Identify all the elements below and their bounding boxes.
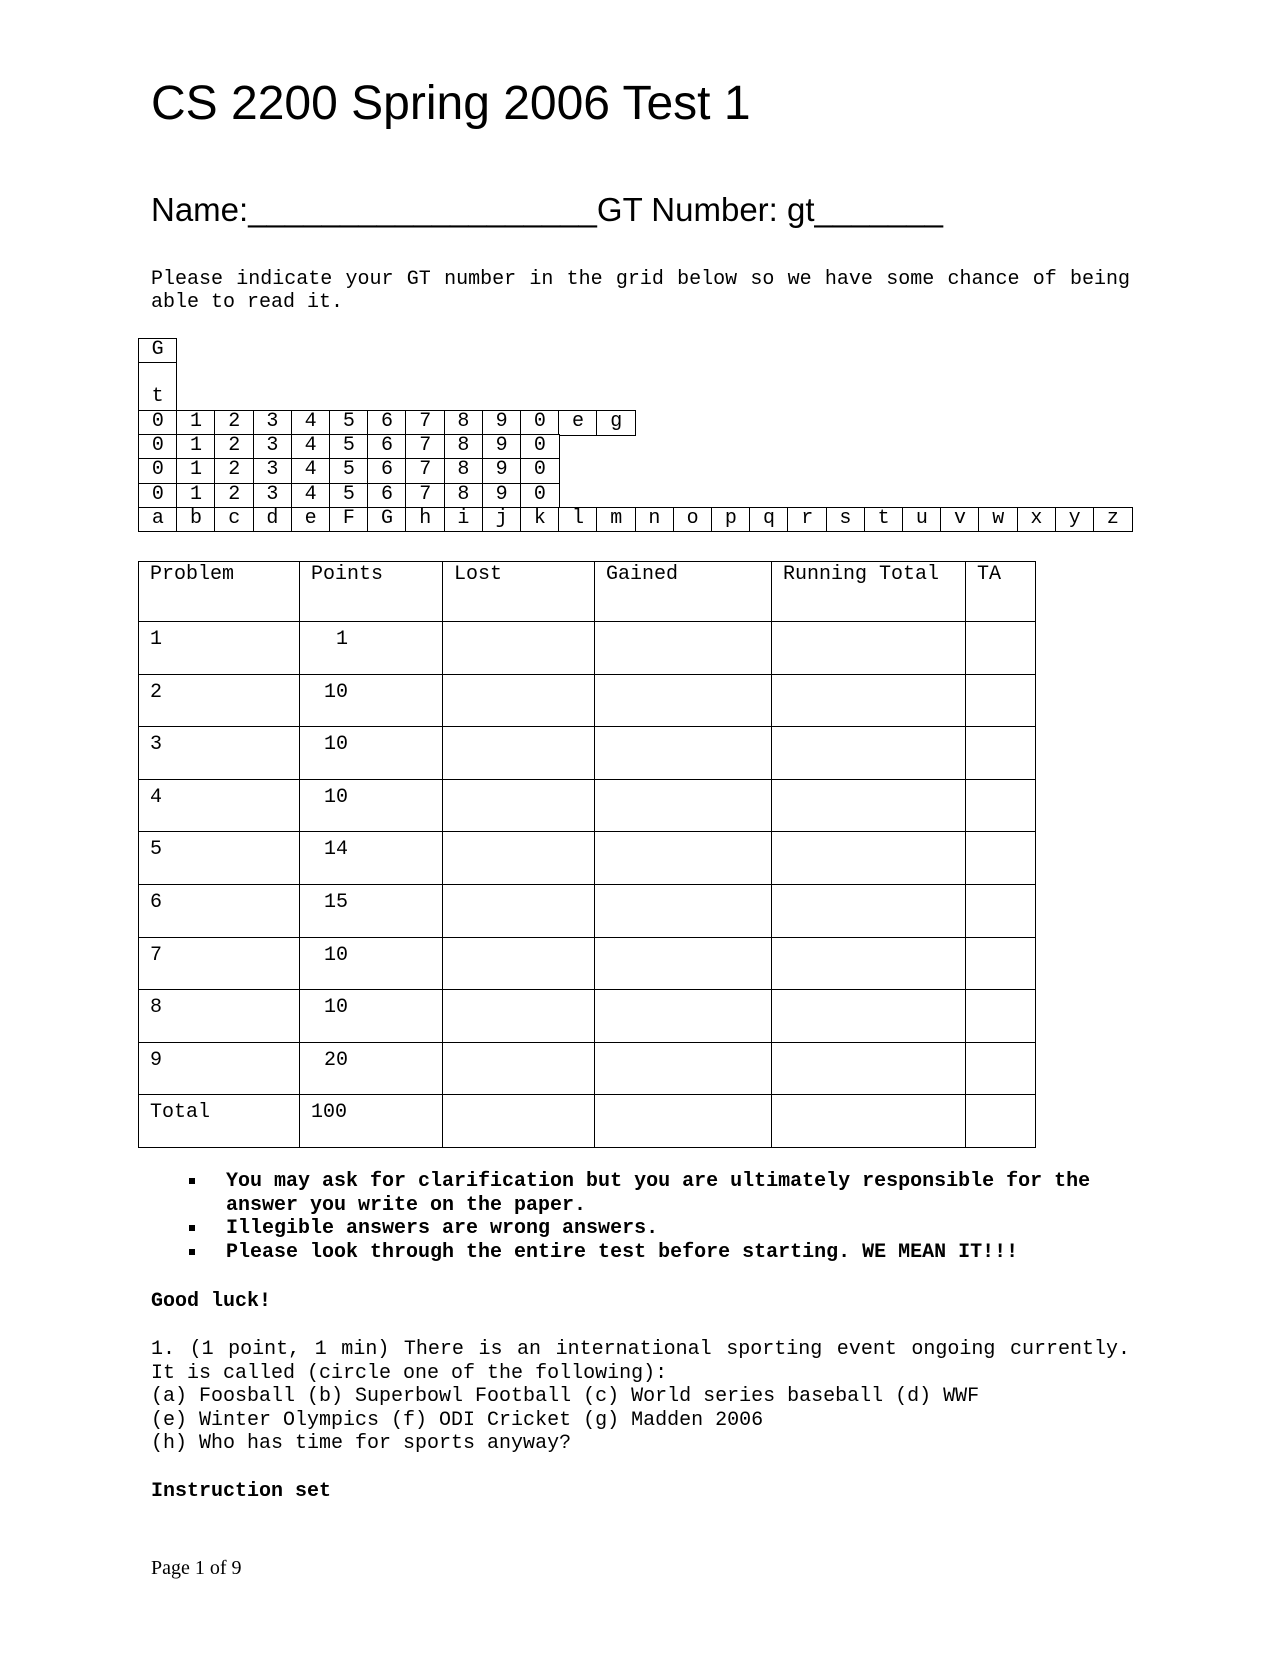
ta-cell bbox=[966, 674, 1036, 727]
ta-cell bbox=[966, 622, 1036, 675]
gained-cell bbox=[595, 1042, 772, 1095]
grid-cell: 6 bbox=[367, 434, 407, 460]
rule-item bbox=[151, 1241, 1130, 1265]
score-row bbox=[139, 832, 1036, 885]
grid-cell: x bbox=[1017, 507, 1057, 533]
grid-cell: 6 bbox=[367, 458, 407, 484]
ta-cell bbox=[966, 779, 1036, 832]
running-total-cell bbox=[772, 779, 966, 832]
grid-cell: G bbox=[367, 507, 407, 533]
grid-cell: d bbox=[253, 507, 293, 533]
grid-cell: z bbox=[1093, 507, 1133, 533]
grid-cell: 1 bbox=[176, 410, 216, 436]
grid-cell: 2 bbox=[214, 483, 254, 509]
points-cell: 100 bbox=[300, 1095, 443, 1148]
lost-cell bbox=[443, 990, 595, 1043]
grid-cell: 0 bbox=[520, 483, 560, 509]
grid-cell: o bbox=[673, 507, 713, 533]
points-cell: 1 bbox=[300, 622, 443, 675]
rule-text: You may ask for clarification but you are ultimately responsible for the answer you write on the paper. bbox=[226, 1170, 1091, 1217]
grid-cell: w bbox=[978, 507, 1018, 533]
grid-cell: 4 bbox=[291, 410, 331, 436]
grid-cell: 3 bbox=[253, 483, 293, 509]
gained-cell bbox=[595, 990, 772, 1043]
gained-cell bbox=[595, 832, 772, 885]
points-cell: 20 bbox=[300, 1042, 443, 1095]
grid-cell: 8 bbox=[444, 434, 484, 460]
header-running-total: Running Total bbox=[772, 562, 966, 622]
problem-cell: 2 bbox=[139, 674, 300, 727]
bullet-icon bbox=[189, 1249, 195, 1255]
grid-cell: 7 bbox=[405, 434, 445, 460]
ta-cell bbox=[966, 832, 1036, 885]
grid-cell: 2 bbox=[214, 458, 254, 484]
score-row bbox=[139, 1095, 1036, 1148]
points-cell: 10 bbox=[300, 937, 443, 990]
grid-cell: 0 bbox=[138, 458, 178, 484]
lost-cell bbox=[443, 1095, 595, 1148]
grid-cell: 3 bbox=[253, 434, 293, 460]
gained-cell bbox=[595, 779, 772, 832]
rule-text: Illegible answers are wrong answers. bbox=[226, 1217, 659, 1240]
gained-cell bbox=[595, 622, 772, 675]
grid-cell: a bbox=[138, 507, 178, 533]
gained-cell bbox=[595, 937, 772, 990]
grid-cell: n bbox=[635, 507, 675, 533]
score-row bbox=[139, 727, 1036, 780]
header-gained: Gained bbox=[595, 562, 772, 622]
grid-cell: 0 bbox=[138, 410, 178, 436]
problem-cell: 6 bbox=[139, 884, 300, 937]
lost-cell bbox=[443, 832, 595, 885]
running-total-cell bbox=[772, 1095, 966, 1148]
problem-cell: 5 bbox=[139, 832, 300, 885]
running-total-cell bbox=[772, 1042, 966, 1095]
grid-cell: c bbox=[214, 507, 254, 533]
grid-cell: 7 bbox=[405, 410, 445, 436]
running-total-cell bbox=[772, 884, 966, 937]
grid-cell: 2 bbox=[214, 434, 254, 460]
points-cell: 10 bbox=[300, 779, 443, 832]
question-1-text: 1. (1 point, 1 min) There is an international sporting event ongoing currently. It is called (circle one of the following): bbox=[151, 1338, 1130, 1385]
ta-cell bbox=[966, 937, 1036, 990]
grid-cell: y bbox=[1055, 507, 1095, 533]
grid-cell: 6 bbox=[367, 410, 407, 436]
grid-cell: 5 bbox=[329, 410, 369, 436]
name-gt-number-line: Name:___________________GT Number: gt_______ bbox=[151, 191, 943, 228]
header-lost: Lost bbox=[443, 562, 595, 622]
rule-item bbox=[151, 1217, 1130, 1241]
grid-cell: 4 bbox=[291, 434, 331, 460]
running-total-cell bbox=[772, 674, 966, 727]
bullet-icon bbox=[189, 1225, 195, 1231]
grid-cell: 1 bbox=[176, 483, 216, 509]
score-row bbox=[139, 990, 1036, 1043]
lost-cell bbox=[443, 1042, 595, 1095]
rule-item bbox=[151, 1170, 1130, 1217]
intro-paragraph: Please indicate your GT number in the grid below so we have some chance of being able to read it. bbox=[151, 268, 1130, 314]
problem-cell: 4 bbox=[139, 779, 300, 832]
score-row bbox=[139, 779, 1036, 832]
section-heading: Instruction set bbox=[151, 1480, 332, 1503]
lost-cell bbox=[443, 884, 595, 937]
grid-header-t: t bbox=[138, 362, 177, 411]
page-footer: Page 1 of 9 bbox=[151, 1557, 242, 1579]
grid-cell: b bbox=[176, 507, 216, 533]
grid-cell: 1 bbox=[176, 458, 216, 484]
grid-cell: 8 bbox=[444, 458, 484, 484]
question-1-options-line-2: (e) Winter Olympics (f) ODI Cricket (g) Madden 2006 bbox=[151, 1408, 764, 1432]
grid-cell: e bbox=[558, 410, 598, 436]
lost-cell bbox=[443, 622, 595, 675]
lost-cell bbox=[443, 727, 595, 780]
grid-cell: 7 bbox=[405, 458, 445, 484]
lost-cell bbox=[443, 674, 595, 727]
running-total-cell bbox=[772, 622, 966, 675]
running-total-cell bbox=[772, 937, 966, 990]
problem-cell: Total bbox=[139, 1095, 300, 1148]
grid-cell: 9 bbox=[482, 483, 522, 509]
grid-cell: 5 bbox=[329, 458, 369, 484]
grid-cell: e bbox=[291, 507, 331, 533]
grid-cell: i bbox=[444, 507, 484, 533]
header-points: Points bbox=[300, 562, 443, 622]
lost-cell bbox=[443, 779, 595, 832]
running-total-cell bbox=[772, 990, 966, 1043]
problem-cell: 3 bbox=[139, 727, 300, 780]
grid-cell: v bbox=[940, 507, 980, 533]
gained-cell bbox=[595, 727, 772, 780]
grid-cell: 3 bbox=[253, 458, 293, 484]
grid-cell: k bbox=[520, 507, 560, 533]
ta-cell bbox=[966, 1095, 1036, 1148]
running-total-cell bbox=[772, 832, 966, 885]
grid-cell: 0 bbox=[138, 483, 178, 509]
grid-cell: F bbox=[329, 507, 369, 533]
grid-cell: h bbox=[405, 507, 445, 533]
grid-cell: 7 bbox=[405, 483, 445, 509]
grid-cell: 9 bbox=[482, 434, 522, 460]
page-title: CS 2200 Spring 2006 Test 1 bbox=[151, 77, 751, 130]
grid-cell: 8 bbox=[444, 483, 484, 509]
grid-cell: 4 bbox=[291, 483, 331, 509]
grid-cell: 3 bbox=[253, 410, 293, 436]
grid-cell: s bbox=[826, 507, 866, 533]
grid-cell: q bbox=[749, 507, 789, 533]
problem-cell: 7 bbox=[139, 937, 300, 990]
grid-cell: u bbox=[902, 507, 942, 533]
ta-cell bbox=[966, 727, 1036, 780]
grid-cell: 0 bbox=[520, 434, 560, 460]
header-ta: TA bbox=[966, 562, 1036, 622]
question-1-options-line-1: (a) Foosball (b) Superbowl Football (c) World series baseball (d) WWF bbox=[151, 1385, 980, 1408]
score-row bbox=[139, 622, 1036, 675]
points-cell: 15 bbox=[300, 884, 443, 937]
header-problem: Problem bbox=[139, 562, 300, 622]
score-row bbox=[139, 674, 1036, 727]
grid-cell: m bbox=[596, 507, 636, 533]
gained-cell bbox=[595, 884, 772, 937]
problem-cell: 1 bbox=[139, 622, 300, 675]
question-1-options-line-3: (h) Who has time for sports anyway? bbox=[151, 1432, 572, 1455]
score-row bbox=[139, 1042, 1036, 1095]
grid-cell: l bbox=[558, 507, 598, 533]
good-luck-text: Good luck! bbox=[151, 1290, 272, 1313]
grid-cell: p bbox=[711, 507, 751, 533]
grid-cell: 5 bbox=[329, 483, 369, 509]
grid-cell: 2 bbox=[214, 410, 254, 436]
grid-cell: r bbox=[787, 507, 827, 533]
grid-cell: 9 bbox=[482, 458, 522, 484]
grid-cell: 6 bbox=[367, 483, 407, 509]
points-cell: 10 bbox=[300, 674, 443, 727]
points-cell: 10 bbox=[300, 727, 443, 780]
rule-text: Please look through the entire test before starting. WE MEAN IT!!! bbox=[226, 1240, 1019, 1264]
grid-cell: 4 bbox=[291, 458, 331, 484]
grid-cell: 0 bbox=[520, 410, 560, 436]
problem-cell: 9 bbox=[139, 1042, 300, 1095]
gained-cell bbox=[595, 674, 772, 727]
points-cell: 10 bbox=[300, 990, 443, 1043]
grid-cell: 9 bbox=[482, 410, 522, 436]
grid-cell: j bbox=[482, 507, 522, 533]
rules-list bbox=[151, 1170, 1130, 1264]
gained-cell bbox=[595, 1095, 772, 1148]
grid-cell: 0 bbox=[520, 458, 560, 484]
problem-cell: 8 bbox=[139, 990, 300, 1043]
score-table bbox=[138, 561, 1036, 1148]
grid-cell: t bbox=[864, 507, 904, 533]
grid-cell: 5 bbox=[329, 434, 369, 460]
ta-cell bbox=[966, 1042, 1036, 1095]
grid-cell: g bbox=[596, 410, 636, 436]
ta-cell bbox=[966, 884, 1036, 937]
grid-header-g: G bbox=[138, 338, 177, 363]
points-cell: 14 bbox=[300, 832, 443, 885]
running-total-cell bbox=[772, 727, 966, 780]
grid-cell: 8 bbox=[444, 410, 484, 436]
score-row bbox=[139, 937, 1036, 990]
lost-cell bbox=[443, 937, 595, 990]
grid-cell: 1 bbox=[176, 434, 216, 460]
score-row bbox=[139, 884, 1036, 937]
score-header-row bbox=[139, 562, 1036, 622]
question-1 bbox=[151, 1338, 1130, 1456]
ta-cell bbox=[966, 990, 1036, 1043]
bullet-icon bbox=[189, 1178, 195, 1184]
grid-cell: 0 bbox=[138, 434, 178, 460]
